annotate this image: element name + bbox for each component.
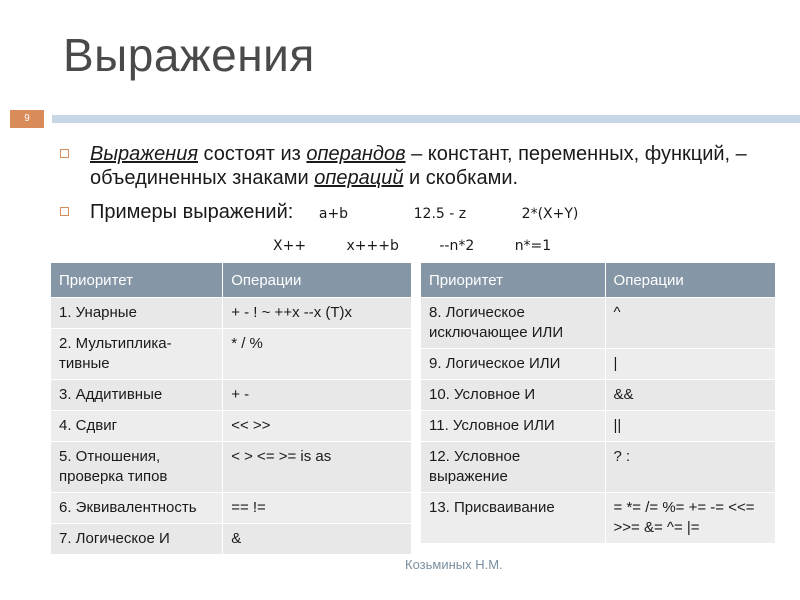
bullet-item [58, 142, 778, 190]
table-row [51, 329, 412, 380]
example: 12.5 - z [413, 206, 467, 222]
bullet-list [58, 142, 778, 226]
table-row [51, 411, 412, 442]
title-rule [52, 115, 800, 123]
example: --n*2 [439, 238, 475, 254]
example: X++ [273, 238, 307, 254]
table-cell: 10. Условное И [421, 380, 606, 411]
term-operations: операций [314, 167, 404, 189]
term-operands: операндов [306, 143, 406, 165]
table-cell: 5. Отношения, проверка типов [51, 442, 223, 493]
table-cell: ? : [605, 442, 775, 493]
table-cell: & [223, 524, 412, 555]
table-cell: << >> [223, 411, 412, 442]
table-row [421, 349, 776, 380]
table-cell: 1. Унарные [51, 298, 223, 329]
table-cell: + - [223, 380, 412, 411]
table-cell: 11. Условное ИЛИ [421, 411, 606, 442]
table-cell: 4. Сдвиг [51, 411, 223, 442]
table-header-row [51, 263, 412, 298]
example: 2*(X+Y) [521, 206, 579, 222]
table-cell: && [605, 380, 775, 411]
table-cell: 2. Мультиплика-тивные [51, 329, 223, 380]
table-cell: < > <= >= is as [223, 442, 412, 493]
slide-number: 9 [10, 110, 44, 128]
table-cell: + - ! ~ ++x --x (T)x [223, 298, 412, 329]
example: a+b [318, 206, 349, 222]
table-row [421, 493, 776, 544]
table-cell: || [605, 411, 775, 442]
table-row [421, 380, 776, 411]
table-cell: 7. Логическое И [51, 524, 223, 555]
table-cell: 3. Аддитивные [51, 380, 223, 411]
table-row [421, 298, 776, 349]
table-cell: 8. Логическое исключающее ИЛИ [421, 298, 606, 349]
column-header: Операции [223, 263, 412, 298]
priority-table-left [50, 262, 412, 555]
table-cell: 12. Условное выражение [421, 442, 606, 493]
table-cell: == != [223, 493, 412, 524]
text: – констант, переменных, функций, – объединенных знаками [90, 143, 747, 189]
table-row [51, 493, 412, 524]
example: x+++b [346, 238, 399, 254]
table-row [51, 298, 412, 329]
term-expressions: Выражения [90, 143, 198, 165]
priority-table-right [420, 262, 776, 544]
column-header: Операции [605, 263, 775, 298]
table-cell: 9. Логическое ИЛИ [421, 349, 606, 380]
table-cell: 13. Присваивание [421, 493, 606, 544]
footer-author: Козьминых Н.М. [405, 557, 503, 572]
slide-title: Выражения [63, 29, 315, 81]
table-row [51, 442, 412, 493]
table-row [51, 524, 412, 555]
column-header: Приоритет [51, 263, 223, 298]
table-row [51, 380, 412, 411]
text: состоят из [198, 143, 307, 165]
table-header-row [421, 263, 776, 298]
examples-line-2 [273, 238, 587, 254]
table-cell: ^ [605, 298, 775, 349]
table-cell: | [605, 349, 775, 380]
example: n*=1 [514, 238, 552, 254]
column-header: Приоритет [421, 263, 606, 298]
table-cell: 6. Эквивалентность [51, 493, 223, 524]
bullet-item [58, 200, 778, 226]
table-cell: = *= /= %= += -= <<= >>= &= ^= |= [605, 493, 775, 544]
examples-label: Примеры выражений: [90, 201, 294, 223]
table-row [421, 442, 776, 493]
text: и скобками. [403, 167, 519, 189]
table-cell: * / % [223, 329, 412, 380]
table-row [421, 411, 776, 442]
square-bullet-icon [60, 207, 69, 216]
square-bullet-icon [60, 149, 69, 158]
